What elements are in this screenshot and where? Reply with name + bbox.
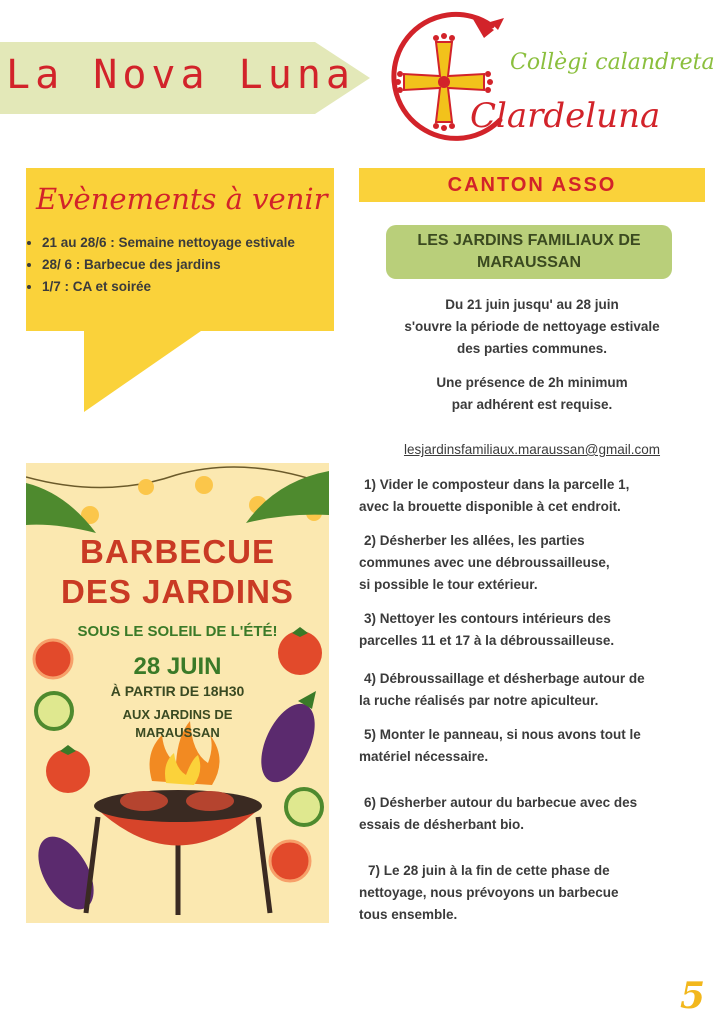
task-line: avec la brouette disponible à cet endroit. [359, 499, 621, 514]
task-line: 4) Débroussaillage et désherbage autour de [364, 671, 645, 686]
task-line: 7) Le 28 juin à la fin de cette phase de [368, 863, 610, 878]
task-item [359, 668, 714, 712]
task-item [359, 792, 714, 836]
page-number: 5 [680, 975, 706, 1017]
task-line: communes avec une débroussailleuse, [359, 555, 610, 570]
task-line: tous ensemble. [359, 907, 458, 922]
poster-place: AUX JARDINS DE [122, 707, 233, 722]
task-line: nettoyage, nous prévoyons un barbecue [359, 885, 619, 900]
event-item: • 1/7 : CA et soirée [42, 276, 342, 298]
poster-place: MARAUSSAN [135, 725, 220, 740]
article-title: LES JARDINS FAMILIAUX DE MARAUSSAN [386, 225, 672, 279]
events-list [24, 232, 342, 298]
requirement-paragraph [359, 372, 705, 416]
task-line: 6) Désherber autour du barbecue avec des [364, 795, 638, 810]
event-item: • 28/ 6 : Barbecue des jardins [42, 254, 342, 276]
college-title: Collègi calandreta [510, 50, 715, 75]
intro-line: des parties communes. [456, 341, 608, 356]
task-line: essais de désherbant bio. [359, 817, 525, 832]
task-line: 2) Désherber les allées, les parties [364, 533, 585, 548]
barbecue-poster [26, 463, 329, 923]
email-link[interactable]: lesjardinsfamiliaux.maraussan@gmail.com [403, 442, 661, 457]
poster-title-line: BARBECUE [79, 533, 275, 570]
poster-title-line: DES JARDINS [61, 573, 294, 610]
college-name: Clardeluna [470, 96, 661, 136]
task-item [359, 474, 714, 518]
task-line: la ruche réalisés par notre apiculteur. [359, 693, 599, 708]
intro-line: s'ouvre la période de nettoyage estivale [404, 319, 660, 334]
newsletter-title: La Nova Luna [6, 52, 355, 98]
events-title: Evènements à venir [36, 182, 328, 216]
poster-tagline: SOUS LE SOLEIL DE L'ÉTÉ! [77, 623, 278, 640]
poster-time: À PARTIR DE 18H30 [110, 683, 245, 699]
poster-date: 28 JUIN [133, 653, 222, 680]
requirement-line: par adhérent est requise. [451, 397, 613, 412]
task-line: 1) Vider le composteur dans la parcelle 1, [364, 477, 630, 492]
intro-line: Du 21 juin jusqu' au 28 juin [445, 297, 619, 312]
task-line: matériel nécessaire. [359, 749, 489, 764]
event-item: • 21 au 28/6 : Semaine nettoyage estivale [42, 232, 342, 254]
task-line: parcelles 11 et 17 à la débroussailleuse. [359, 633, 615, 648]
task-item [359, 530, 714, 596]
task-line: si possible le tour extérieur. [359, 577, 538, 592]
task-item [359, 860, 718, 926]
requirement-line: Une présence de 2h minimum [436, 375, 628, 390]
task-item [359, 608, 714, 652]
task-line: 3) Nettoyer les contours intérieurs des [364, 611, 611, 626]
task-item [359, 724, 714, 768]
intro-paragraph [359, 294, 705, 360]
section-heading: CANTON ASSO [359, 168, 705, 202]
task-line: 5) Monter le panneau, si nous avons tout le [364, 727, 641, 742]
